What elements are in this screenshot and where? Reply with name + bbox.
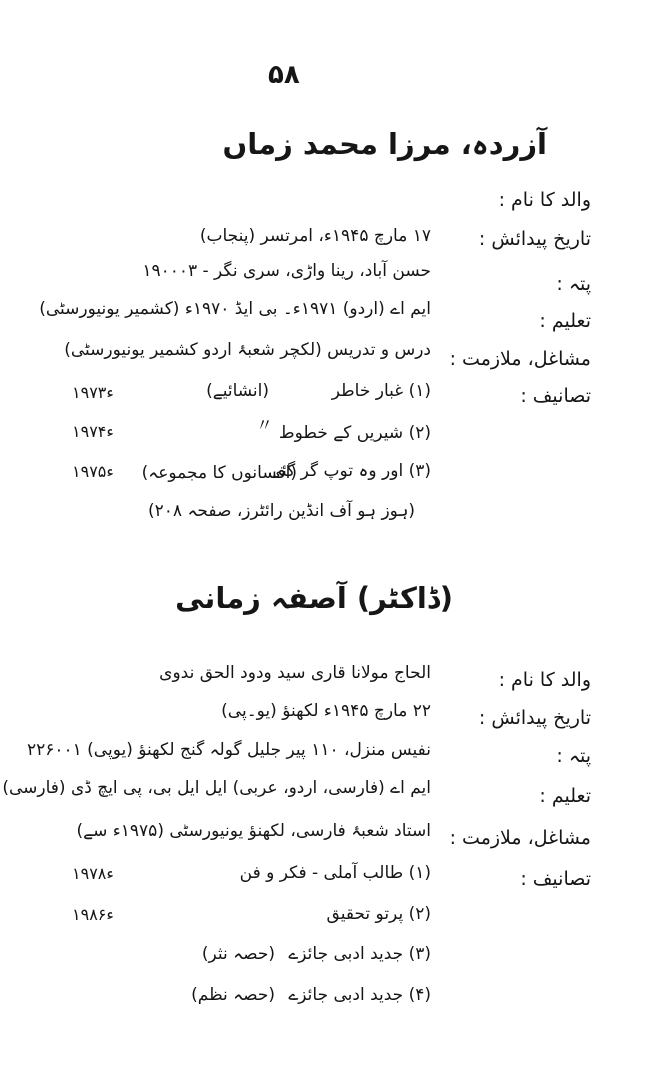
field-label-education: تعلیم : <box>539 310 591 332</box>
field-value-birth: ۲۲ مارچ ۱۹۴۵ء لکھنؤ (یو۔پی) <box>221 701 431 721</box>
entry-title: (ڈاکٹر) آصفہ زمانی <box>175 581 453 615</box>
work-title: (۱) طالب آملی - فکر و فن <box>239 863 431 883</box>
page-number: ۵۸ <box>268 60 300 90</box>
work-note: (حصہ نظم) <box>191 985 275 1005</box>
work-year: ۱۹۷۳ء <box>72 383 114 402</box>
field-label-occupation: مشاغل، ملازمت : <box>449 348 591 370</box>
field-value-address: نفیس منزل، ۱۱۰ پیر جلیل گولہ گنج لکھنؤ (یوپی) ۲۲۶۰۰۱ <box>26 740 431 760</box>
field-value-father: الحاج مولانا قاری سید ودود الحق ندوی <box>159 663 431 683</box>
field-value-education: ایم اے (فارسی، اردو، عربی) ایل ایل بی، پی ایچ ڈی (فارسی) <box>2 778 431 798</box>
field-value-education: ایم اے (اردو) ۱۹۷۱ء۔ بی ایڈ ۱۹۷۰ء (کشمیر یونیورسٹی) <box>39 299 431 319</box>
field-value-occupation: استاد شعبۂ فارسی، لکھنؤ یونیورسٹی (۱۹۷۵ء سے) <box>76 821 431 841</box>
field-label-address: پتہ : <box>556 745 591 767</box>
entry-title: آزردہ، مرزا محمد زماں <box>222 127 547 161</box>
work-title: (۳) جدید ادبی جائزے <box>288 944 431 964</box>
work-note: (حصہ نثر) <box>201 944 275 964</box>
work-title: (۲) پرتو تحقیق <box>326 904 431 924</box>
work-year: ۱۹۸۶ء <box>72 905 114 924</box>
field-label-works: تصانیف : <box>520 385 591 407</box>
field-label-works: تصانیف : <box>520 868 591 890</box>
field-value-birth: ۱۷ مارچ ۱۹۴۵ء، امرتسر (پنجاب) <box>199 226 431 246</box>
work-year: ۱۹۷۵ء <box>72 462 114 481</box>
field-label-birth: تاریخ پیدائش : <box>478 228 591 250</box>
work-title: (۳) اور وہ توپ گر گئی <box>267 461 431 481</box>
field-label-father: والد کا نام : <box>498 669 591 691</box>
field-label-address: پتہ : <box>556 273 591 295</box>
work-title: (۴) جدید ادبی جائزے <box>288 985 431 1005</box>
field-value-address: حسن آباد، رینا واڑی، سری نگر - ۱۹۰۰۰۳ <box>142 261 431 281</box>
field-value-occupation: درس و تدریس (لکچر شعبۂ اردو کشمیر یونیورسٹی) <box>64 340 431 360</box>
work-year: ۱۹۷۸ء <box>72 864 114 883</box>
field-label-education: تعلیم : <box>539 785 591 807</box>
work-year: ۱۹۷۴ء <box>72 422 114 441</box>
field-label-birth: تاریخ پیدائش : <box>478 707 591 729</box>
reference-note: (ہوز ہو آف انڈین رائٹرز، صفحہ ۲۰۸) <box>148 501 416 521</box>
work-title: (۱) غبار خاطر <box>331 381 431 401</box>
work-title: (۲) شیریں کے خطوط <box>278 423 431 443</box>
ditto-mark: 〃 <box>256 416 273 436</box>
field-label-father: والد کا نام : <box>498 189 591 211</box>
work-note: (افسانوں کا مجموعہ) <box>141 463 297 483</box>
field-label-occupation: مشاغل، ملازمت : <box>449 827 591 849</box>
work-note: (انشائیے) <box>206 381 269 401</box>
